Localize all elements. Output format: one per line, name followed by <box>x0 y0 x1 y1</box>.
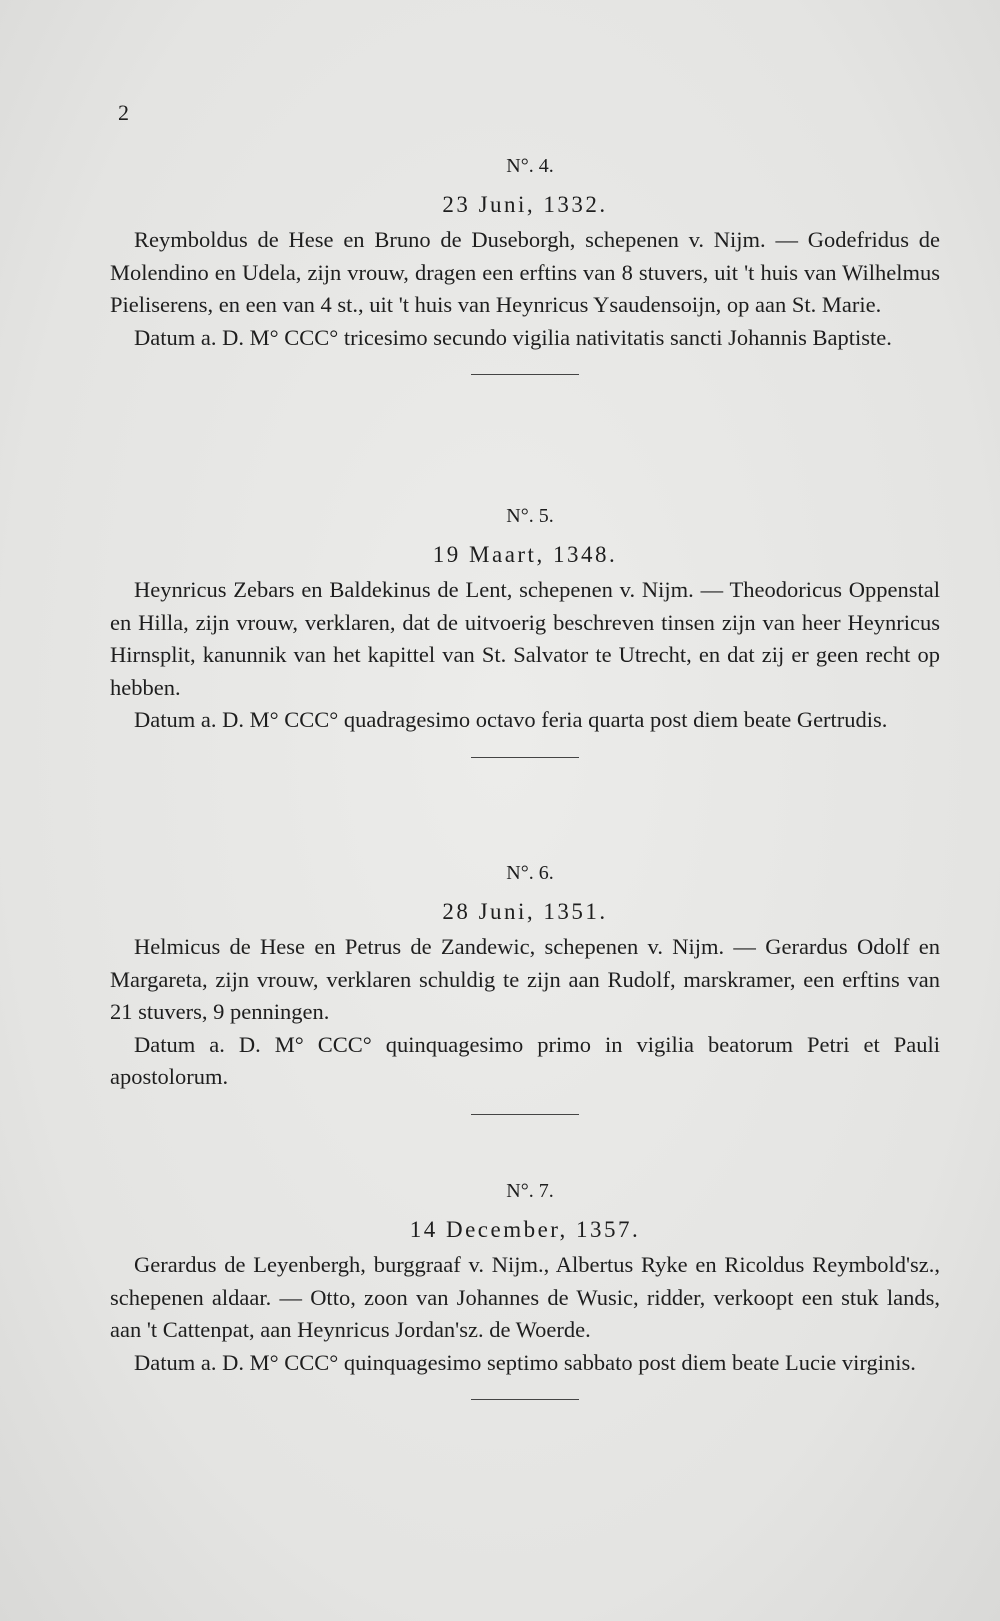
entry-datum: Datum a. D. M° CCC° quinquagesimo septimo sabbato post diem beate Lucie virginis. <box>134 1349 916 1375</box>
entry-datum: Datum a. D. M° CCC° quinquagesimo primo in vigilia beatorum Petri et Pauli apostolorum. <box>110 1031 940 1089</box>
entry-date: 28 Juni, 1351. <box>442 899 608 924</box>
entry-date: 19 Maart, 1348. <box>432 542 618 567</box>
page-number: 2 <box>118 100 129 125</box>
entry-number: N°. 4. <box>506 155 554 177</box>
section-divider <box>471 757 579 758</box>
charter-entry-5 <box>110 505 940 758</box>
section-divider <box>471 374 579 375</box>
charter-entry-4 <box>110 155 940 375</box>
charter-entry-7 <box>110 1180 940 1400</box>
entry-number: N°. 6. <box>506 862 554 884</box>
entry-summary: Reymboldus de Hese en Bruno de Duseborgh, schepenen v. Nijm. — Godefridus de Molendino en Udela, zijn vrouw, dragen een erftins van 8 stuvers, uit 't huis van Wilhelmus Pieliserens, en een van 4 st., uit 't huis van Heynricus Ysaudensoijn, op aan St. Marie. <box>110 227 940 317</box>
entry-summary: Heynricus Zebars en Baldekinus de Lent, schepenen v. Nijm. — Theodoricus Oppenstal en Hilla, zijn vrouw, verklaren, dat de uitvoerig beschreven tinsen zijn van heer Heynricus Hirnsplit, kanunnik van het kapittel van St. Salvator te Utrecht, en dat zij er geen recht op hebben. <box>110 577 940 700</box>
entry-number: N°. 5. <box>506 505 554 527</box>
entry-summary: Helmicus de Hese en Petrus de Zandewic, schepenen v. Nijm. — Gerardus Odolf en Margareta, zijn vrouw, verklaren schuldig te zijn aan Rudolf, marskramer, een erftins van 21 stuvers, 9 penningen. <box>110 934 940 1024</box>
entry-datum: Datum a. D. M° CCC° tricesimo secundo vigilia nativitatis sancti Johannis Baptiste. <box>134 324 892 350</box>
entry-date: 23 Juni, 1332. <box>442 192 608 217</box>
entry-summary: Gerardus de Leyenbergh, burggraaf v. Nijm., Albertus Ryke en Ricoldus Reymbold'sz., schepenen aldaar. — Otto, zoon van Johannes de Wusic, ridder, verkoopt een stuk lands, aan 't Cattenpat, aan Heynricus Jordan'sz. de Woerde. <box>110 1252 940 1342</box>
entry-number: N°. 7. <box>506 1180 554 1202</box>
section-divider <box>471 1114 579 1115</box>
entry-datum: Datum a. D. M° CCC° quadragesimo octavo feria quarta post diem beate Gertrudis. <box>134 707 888 732</box>
entry-date: 14 December, 1357. <box>409 1217 641 1242</box>
section-divider <box>471 1399 579 1400</box>
charter-entry-6 <box>110 862 940 1115</box>
